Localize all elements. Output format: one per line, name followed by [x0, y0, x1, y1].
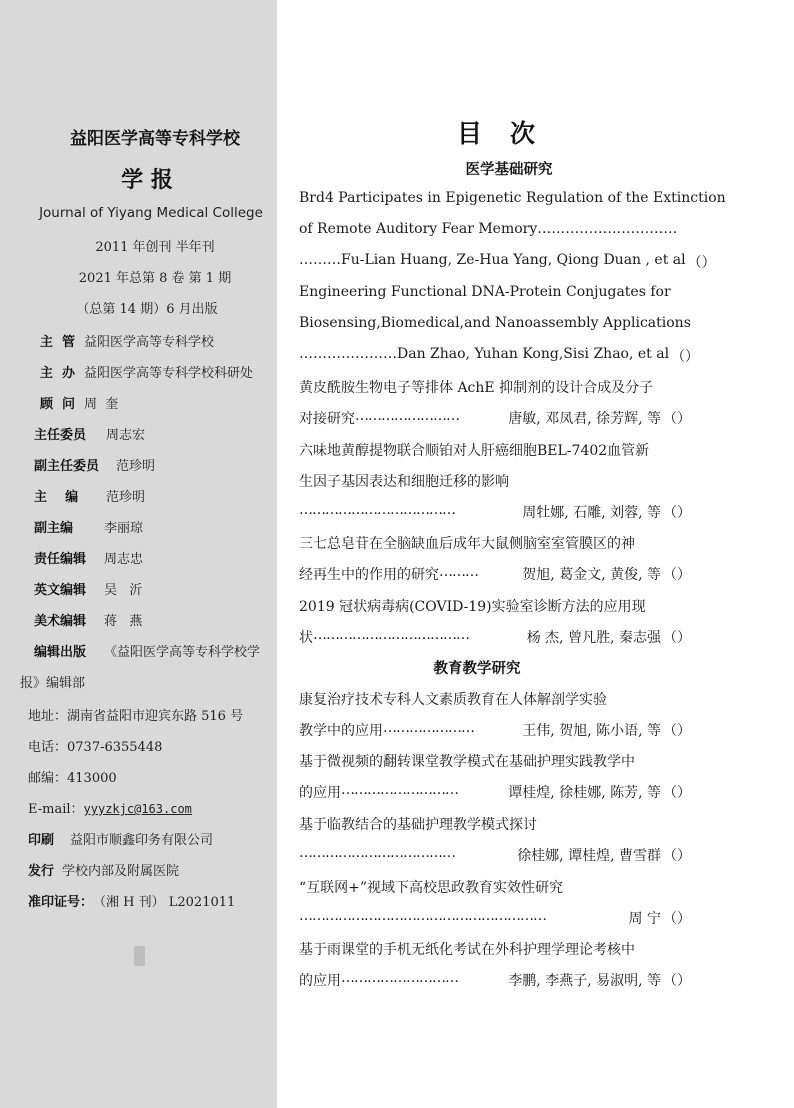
publisher-continued: 报》编辑部 [20, 676, 86, 691]
phone: 电话：0737-6355448 [28, 740, 163, 755]
issue-info-total: （总第 14 期）6 月出版 [76, 302, 218, 317]
toc-leader-dots: ……… [439, 564, 478, 580]
toc-entry-title: 六味地黄醇提物联合顺铂对人肝癌细胞BEL-7402血管新 [299, 443, 650, 459]
journal-english-name: Journal of Yiyang Medical College [39, 205, 263, 221]
masthead-role-row [34, 579, 142, 598]
distribution-value: 学校内部及附属医院 [62, 864, 180, 879]
masthead-role-label: 英文编辑 [34, 583, 87, 598]
toc-entry-title: Brd4 Participates in Epigenetic Regulation of the Extinction [299, 190, 726, 206]
toc-entry-authors: 谭桂煌, 徐桂娜, 陈芳, 等 [508, 785, 661, 801]
toc-entry-title: 状 [299, 630, 313, 646]
toc-entry-line [299, 315, 691, 331]
masthead-role-label: 顾 问 [40, 397, 76, 412]
email-label: E-mail： [28, 802, 84, 817]
masthead-role-label: 责任编辑 [34, 552, 87, 567]
toc-entry-title: 教学中的应用 [299, 723, 383, 739]
toc-entry-title: 经再生中的作用的研究 [299, 567, 439, 583]
masthead-role-row [34, 641, 260, 660]
masthead-role-label: 主 管 [40, 335, 76, 350]
toc-entry-authors: 李鹏, 李燕子, 易淑明, 等 [508, 973, 661, 989]
printer-key: 印刷 [28, 833, 55, 848]
toc-entry-line [299, 221, 691, 237]
toc-page-number: （） [671, 349, 700, 365]
section-heading-education-research: 教育教学研究 [433, 661, 521, 677]
toc-entry-authors: 周 宁 [628, 911, 661, 927]
toc-entry-line [299, 970, 691, 990]
toc-entry-title: 基于雨课堂的手机无纸化考试在外科护理学理论考核中 [299, 942, 635, 958]
toc-entry-authors: 唐敏, 邓凤君, 徐芳辉, 等 [508, 411, 661, 427]
toc-entry-line [299, 502, 691, 522]
toc-entry-line [299, 471, 691, 491]
postcode: 邮编：413000 [28, 771, 117, 786]
toc-entry-line [299, 252, 716, 272]
email-row [28, 798, 192, 817]
toc-leader-dots: ……………………………… [299, 502, 455, 518]
founded-info: 2011 年创刊 半年刊 [95, 240, 215, 255]
toc-page-number: （） [663, 411, 691, 427]
masthead-role-row [40, 362, 253, 381]
toc-page-number: （） [663, 723, 691, 739]
toc-entry-title: Engineering Functional DNA-Protein Conjugates for [299, 284, 671, 300]
permit-row [28, 891, 235, 910]
toc-entry-line [299, 939, 691, 959]
masthead-role-row [40, 331, 214, 350]
toc-page-number: （） [663, 848, 691, 864]
toc-entry-authors: 贺旭, 葛金文, 黄俊, 等 [522, 567, 661, 583]
distribution-row [28, 860, 179, 879]
toc-leader-dots: ………………… [299, 346, 397, 362]
toc-entry-line [299, 346, 700, 366]
masthead-role-label: 副主任委员 [34, 459, 100, 474]
toc-entry-authors: 杨 杰, 曾凡胜, 秦志强 [526, 630, 661, 646]
toc-entry-title: 对接研究 [299, 411, 355, 427]
masthead-role-value: 周 奎 [84, 397, 119, 412]
toc-entry-authors: 王伟, 贺旭, 陈小语, 等 [522, 723, 661, 739]
toc-entry-title: Dan Zhao, Yuhan Kong,Sisi Zhao, et al [397, 346, 670, 362]
toc-entry-line [299, 782, 691, 802]
masthead-role-label: 主 编 [34, 490, 79, 505]
toc-entry-line [299, 564, 691, 584]
email-link[interactable]: yyyzkjc@163.com [83, 802, 192, 816]
masthead-role-row [34, 517, 143, 536]
toc-entry-line [299, 689, 691, 709]
toc-leader-dots: ……………………………… [313, 627, 469, 643]
address: 地址：湖南省益阳市迎宾东路 516 号 [28, 709, 244, 724]
toc-entry-title: 2019 冠状病毒病(COVID-19)实验室诊断方法的应用现 [299, 599, 646, 615]
masthead-role-row [34, 610, 142, 629]
toc-entry-title: 基于微视频的翻转课堂教学模式在基础护理实践教学中 [299, 754, 635, 770]
toc-entry-title: 生因子基因表达和细胞迁移的影响 [299, 474, 509, 490]
journal-name: 益阳医学高等专科学校 [70, 129, 240, 149]
masthead-role-value: 吴 沂 [104, 583, 143, 598]
toc-entry-title: Biosensing,Biomedical,and Nanoassembly Applications [299, 315, 691, 331]
masthead-role-value: 蒋 燕 [104, 614, 143, 629]
toc-entry-line [299, 908, 691, 928]
toc-leader-dots: ……………………… [341, 970, 458, 986]
printer-row [28, 829, 213, 848]
masthead-role-label: 副主编 [34, 521, 74, 536]
toc-entry-title: 的应用 [299, 785, 341, 801]
printer-value: 益阳市顺鑫印务有限公司 [70, 833, 214, 848]
masthead-role-value: 范珍明 [106, 490, 146, 505]
toc-page-number: （） [663, 785, 691, 801]
toc-leader-dots: ……………………… [341, 782, 458, 798]
toc-entry-title: 的应用 [299, 973, 341, 989]
toc-leader-dots: ……… [299, 252, 341, 268]
masthead-role-label: 编辑出版 [34, 645, 87, 660]
toc-leader-dots: ………………………………………………… [299, 908, 546, 924]
toc-page-number: （） [663, 973, 691, 989]
masthead-role-row [34, 455, 155, 474]
toc-entry-title: 基于临教结合的基础护理教学模式探讨 [299, 817, 537, 833]
toc-page-number: （） [663, 911, 691, 927]
toc-entry-line [299, 627, 691, 647]
masthead-role-value: 益阳医学高等专科学校 [84, 335, 215, 350]
decorative-mark [134, 946, 145, 966]
toc-entry-line [299, 877, 691, 897]
masthead-role-label: 美术编辑 [34, 614, 87, 629]
toc-entry-line [299, 596, 691, 616]
masthead-role-row [34, 424, 145, 443]
toc-entry-title: 黄皮酰胺生物电子等排体 AchE 抑制剂的设计合成及分子 [299, 380, 654, 396]
toc-page-number: （） [663, 505, 691, 521]
toc-page-number: （） [687, 255, 716, 271]
masthead-role-row [40, 393, 118, 412]
toc-leader-dots: ………………………… [537, 221, 678, 237]
masthead-role-value: 周志忠 [104, 552, 144, 567]
toc-entry-line [299, 408, 691, 428]
journal-subtitle: 学 报 [121, 168, 173, 193]
section-heading-basic-research: 医学基础研究 [465, 162, 553, 178]
toc-title: 目次 [456, 119, 563, 148]
masthead-role-value: 李丽琼 [104, 521, 144, 536]
toc-entry-line [299, 720, 691, 740]
masthead-role-label: 主 办 [40, 366, 76, 381]
toc-leader-dots: ……………………………… [299, 845, 455, 861]
toc-entry-line [299, 814, 691, 834]
toc-page-number: （） [663, 630, 691, 646]
masthead-role-value: 益阳医学高等专科学校科研处 [84, 366, 254, 381]
toc-entry-authors: 徐桂娜, 谭桂煌, 曹雪群 [517, 848, 661, 864]
toc-entry-line [299, 440, 691, 460]
permit-key: 准印证号： [28, 895, 94, 910]
toc-entry-line [299, 533, 691, 553]
toc-entry-line [299, 845, 691, 865]
masthead-role-label: 主任委员 [34, 428, 87, 443]
toc-entry-line [299, 751, 691, 771]
toc-page-number: （） [663, 567, 691, 583]
issue-info: 2021 年总第 8 卷 第 1 期 [78, 271, 232, 286]
toc-entry-authors: 周牡娜, 石雕, 刘蓉, 等 [522, 505, 661, 521]
toc-entry-line [299, 377, 691, 397]
toc-entry-title: of Remote Auditory Fear Memory [299, 221, 538, 237]
toc-entry-line [299, 190, 726, 206]
toc-entry-line [299, 284, 691, 300]
masthead-role-row [34, 486, 145, 505]
toc-leader-dots: …………………… [355, 408, 459, 424]
masthead-role-row [34, 548, 143, 567]
masthead-role-value: 范珍明 [116, 459, 156, 474]
masthead-role-value: 周志宏 [106, 428, 146, 443]
toc-entry-title: 三七总皂苷在全脑缺血后成年大鼠侧脑室室管膜区的神 [299, 536, 635, 552]
toc-entry-title: 康复治疗技术专科人文素质教育在人体解剖学实验 [299, 692, 607, 708]
toc-entry-title: “互联网+”视域下高校思政教育实效性研究 [299, 880, 564, 896]
permit-value: （湘 H 刊） L2021011 [93, 895, 236, 910]
distribution-key: 发行 [28, 864, 55, 879]
masthead-role-value: 《益阳医学高等专科学校学 [104, 645, 261, 660]
toc-leader-dots: ………………… [383, 720, 474, 736]
toc-entry-title: Fu-Lian Huang, Ze-Hua Yang, Qiong Duan , et al [341, 252, 686, 268]
